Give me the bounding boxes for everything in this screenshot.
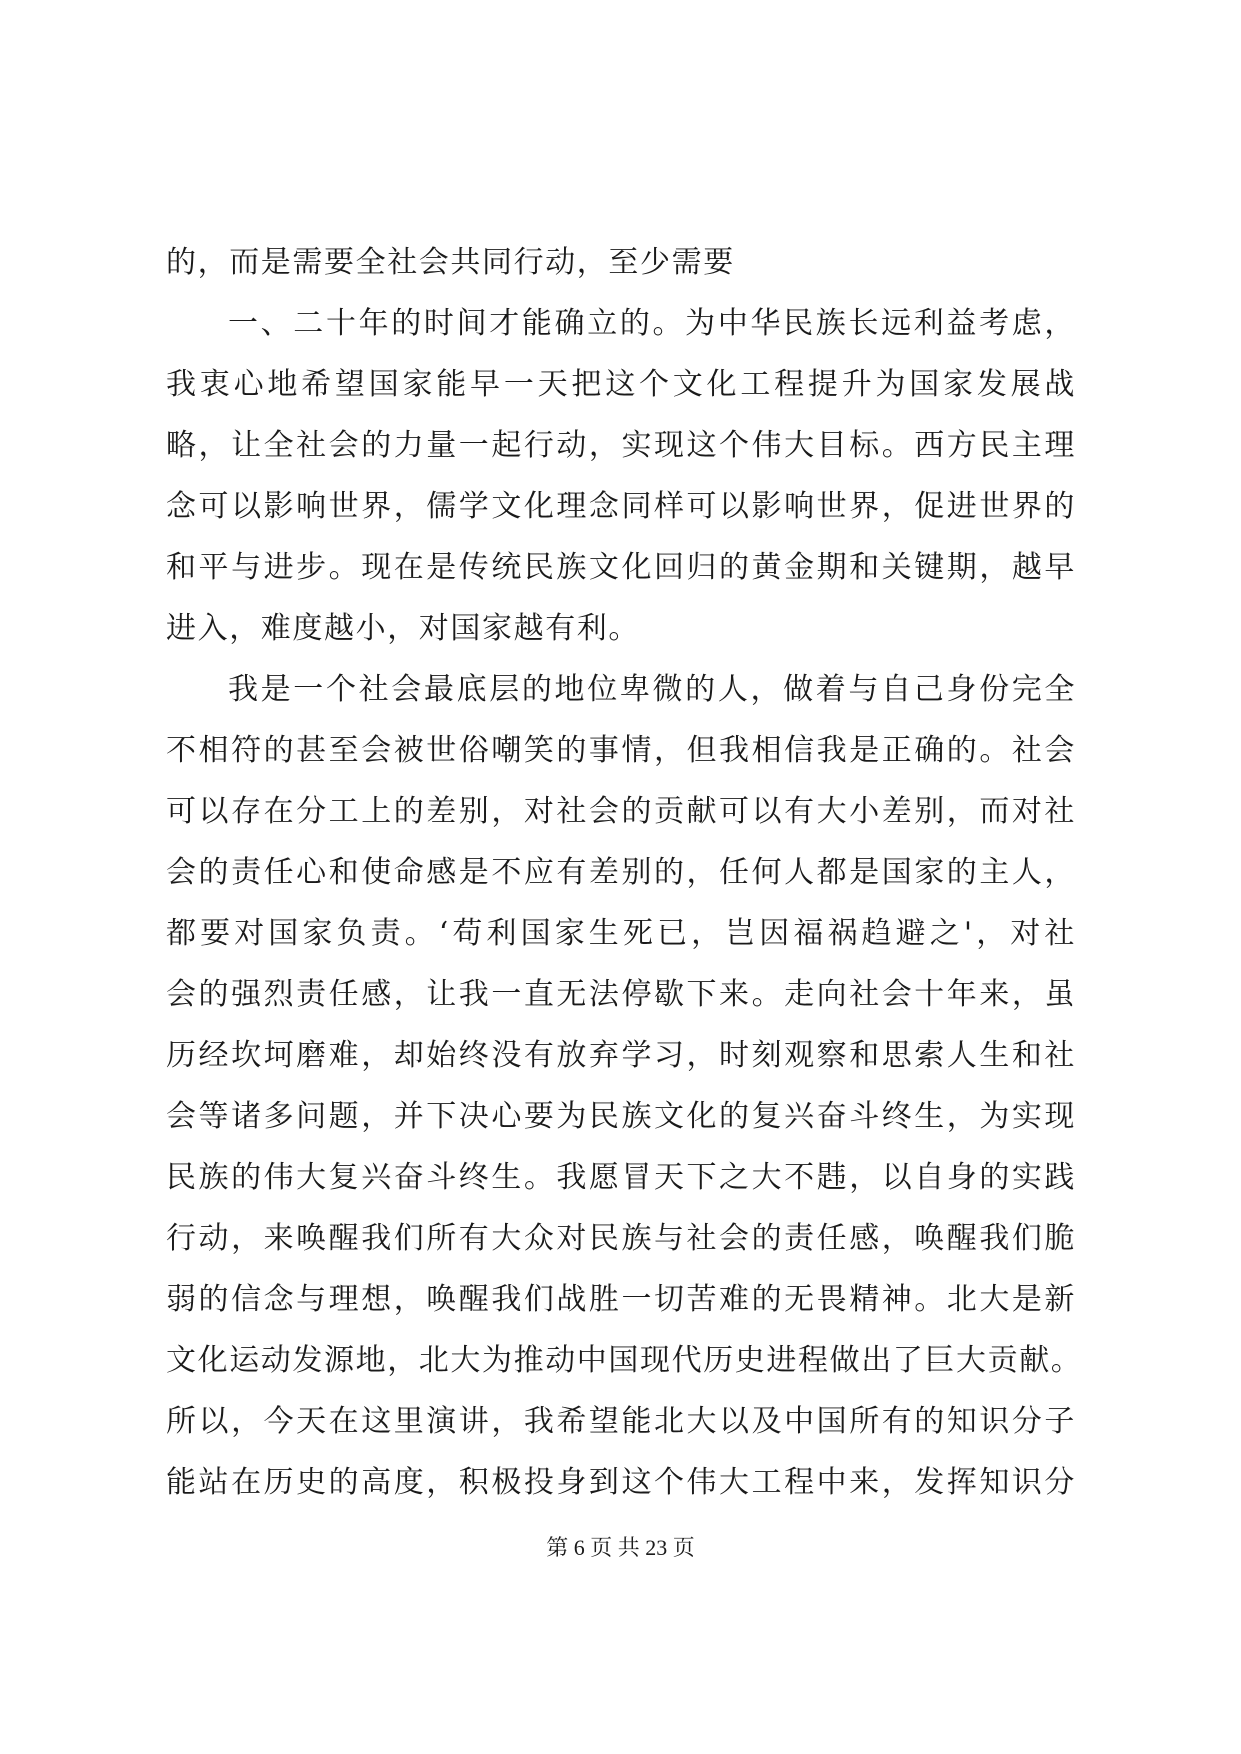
text-line: 不相符的甚至会被世俗嘲笑的事情，但我相信我是正确的。社会 [166,733,1076,768]
text-line: 所以，今天在这里演讲，我希望能北大以及中国所有的知识分子 [166,1404,1076,1439]
text-line: 都要对国家负责。‘苟利国家生死已，岂因福祸趋避之'，对社 [166,916,1076,951]
text-line: 我衷心地希望国家能早一天把这个文化工程提升为国家发展战 [166,367,1076,402]
text-line: 会的强烈责任感，让我一直无法停歇下来。走向社会十年来，虽 [166,977,1076,1012]
text-line: 一、二十年的时间才能确立的。为中华民族长远利益考虑， [228,306,1076,341]
text-line: 文化运动发源地，北大为推动中国现代历史进程做出了巨大贡献。 [166,1343,1083,1378]
text-line: 行动，来唤醒我们所有大众对民族与社会的责任感，唤醒我们脆 [166,1221,1076,1256]
text-line: 会的责任心和使命感是不应有差别的，任何人都是国家的主人， [166,855,1076,890]
text-line: 略，让全社会的力量一起行动，实现这个伟大目标。西方民主理 [166,428,1076,463]
text-line: 念可以影响世界，儒学文化理念同样可以影响世界，促进世界的 [166,489,1076,524]
text-line: 弱的信念与理想，唤醒我们战胜一切苦难的无畏精神。北大是新 [166,1282,1076,1317]
text-line: 历经坎坷磨难，却始终没有放弃学习，时刻观察和思索人生和社 [166,1038,1076,1073]
page-number-footer: 第 6 页 共 23 页 [546,1535,695,1560]
text-line: 我是一个社会最底层的地位卑微的人，做着与自己身份完全 [228,672,1076,707]
text-line: 能站在历史的高度，积极投身到这个伟大工程中来，发挥知识分 [166,1465,1076,1500]
body-text [166,232,1083,1513]
text-line: 进入，难度越小，对国家越有利。 [166,611,640,646]
text-line: 的，而是需要全社会共同行动，至少需要 [166,245,735,280]
text-line: 会等诸多问题，并下决心要为民族文化的复兴奋斗终生，为实现 [166,1099,1076,1134]
text-line: 民族的伟大复兴奋斗终生。我愿冒天下之大不韪，以自身的实践 [166,1160,1076,1195]
text-line: 可以存在分工上的差别，对社会的贡献可以有大小差别，而对社 [166,794,1076,829]
text-line: 和平与进步。现在是传统民族文化回归的黄金期和关键期，越早 [166,550,1076,585]
